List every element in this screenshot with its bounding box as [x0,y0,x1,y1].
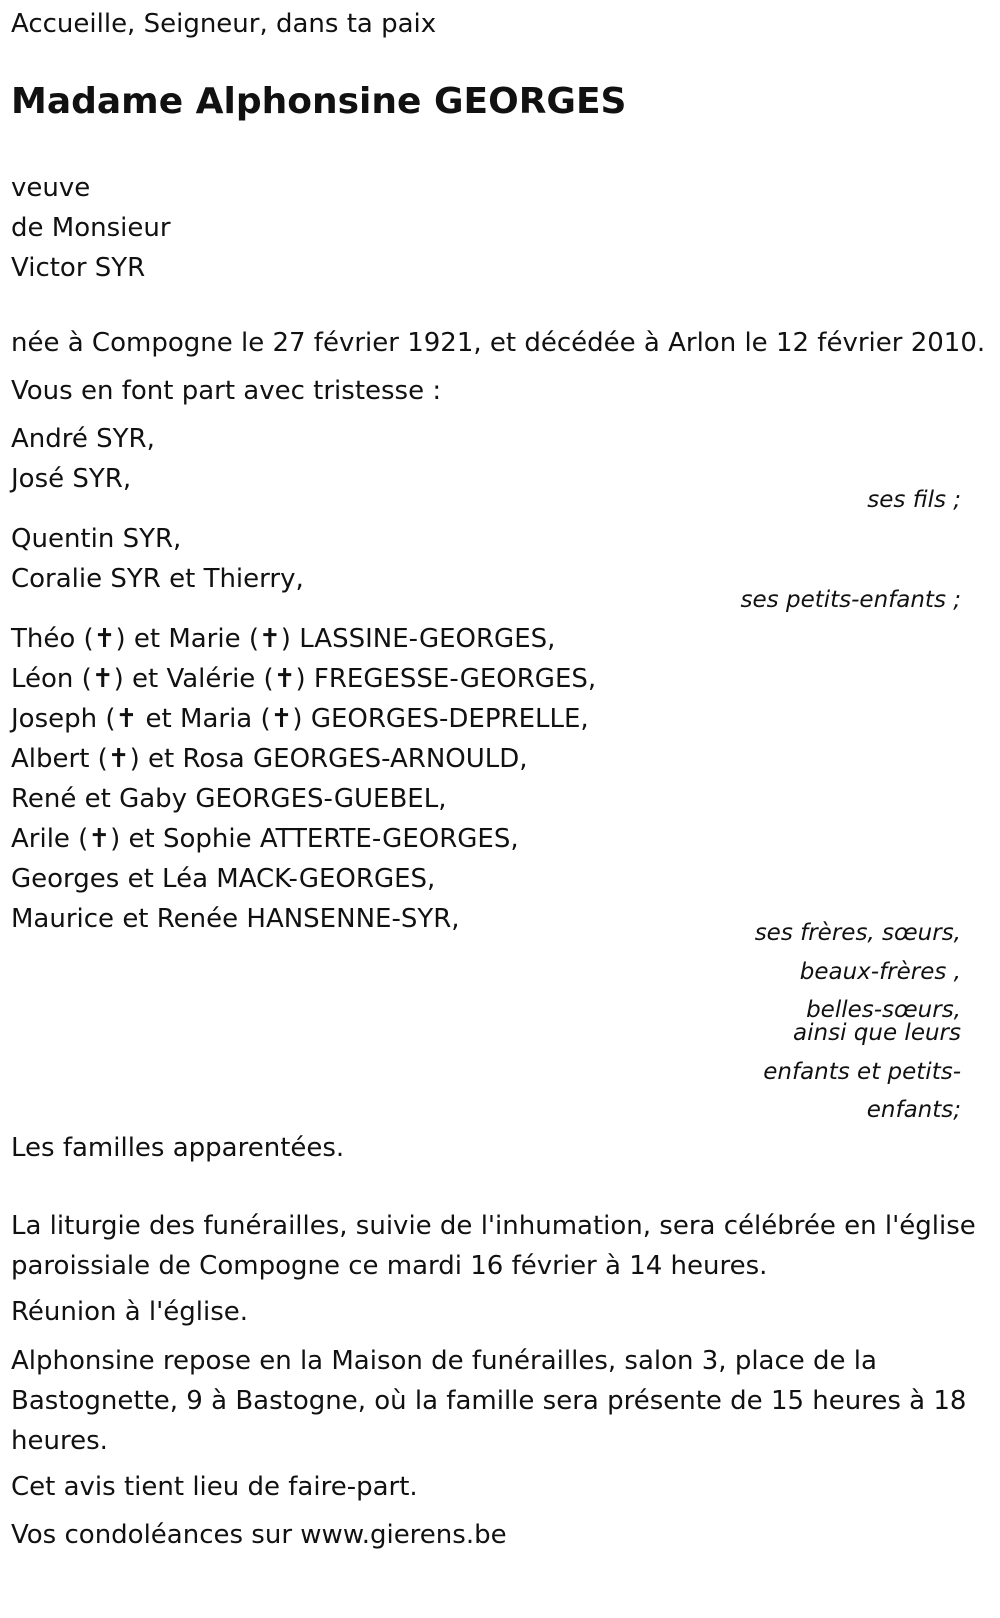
sibling-couple: Théo (✝) et Marie (✝) LASSINE-GEORGES, [11,624,556,654]
rest-paragraph: Alphonsine repose en la Maison de funérailles, salon 3, place de la Bastognette, 9 à Bastogne, où la famille sera présente de 15 heures à 18 heures. [11,1346,967,1456]
son-name: José SYR, [11,464,132,494]
siblings-label-line: ainsi que leurs [793,1020,961,1046]
grandchildren-block [11,519,304,599]
sibling-couple: Albert (✝) et Rosa GEORGES-ARNOULD, [11,744,528,774]
notice-line: Cet avis tient lieu de faire-part. [11,1472,418,1502]
siblings-label-line: belles-sœurs, [806,997,961,1023]
meeting-line: Réunion à l'église. [11,1297,249,1327]
siblings-block [11,619,596,939]
widow-block [11,168,171,288]
liturgy-paragraph: La liturgie des funérailles, suivie de l'inhumation, sera célébrée en l'église paroissiale de Compogne ce mardi 16 février à 14 heures. [11,1211,976,1281]
sibling-couple: Maurice et Renée HANSENNE-SYR, [11,904,460,934]
widow-line: veuve [11,173,91,203]
opening-line: Accueille, Seigneur, dans ta paix [11,9,437,39]
grandchild-name: Coralie SYR et Thierry, [11,564,304,594]
sibling-couple: Léon (✝) et Valérie (✝) FREGESSE-GEORGES, [11,664,597,694]
widow-line: de Monsieur [11,213,171,243]
grandchildren-label: ses petits-enfants ; [740,587,961,613]
condolences-line: Vos condoléances sur www.gierens.be [11,1520,507,1550]
birth-death-line: née à Compogne le 27 février 1921, et décédée à Arlon le 12 février 2010. [11,328,986,358]
widow-line: Victor SYR [11,253,146,283]
grandchild-name: Quentin SYR, [11,524,182,554]
families-line: Les familles apparentées. [11,1133,345,1163]
sibling-couple: Georges et Léa MACK-GEORGES, [11,864,436,894]
sons-label: ses fils ; [867,487,961,513]
sibling-couple: Joseph (✝ et Maria (✝) GEORGES-DEPRELLE, [11,704,589,734]
sibling-couple: René et Gaby GEORGES-GUEBEL, [11,784,447,814]
siblings-label-line: beaux-frères , [799,959,961,985]
son-name: André SYR, [11,424,155,454]
announce-line: Vous en font part avec tristesse : [11,376,442,406]
sibling-couple: Arile (✝) et Sophie ATTERTE-GEORGES, [11,824,519,854]
sons-block [11,419,155,499]
deceased-name-title: Madame Alphonsine GEORGES [11,81,627,122]
siblings-label-line: enfants et petits- [763,1059,961,1085]
siblings-label-line: ses frères, sœurs, [754,920,961,946]
siblings-label-line: enfants; [866,1097,961,1123]
